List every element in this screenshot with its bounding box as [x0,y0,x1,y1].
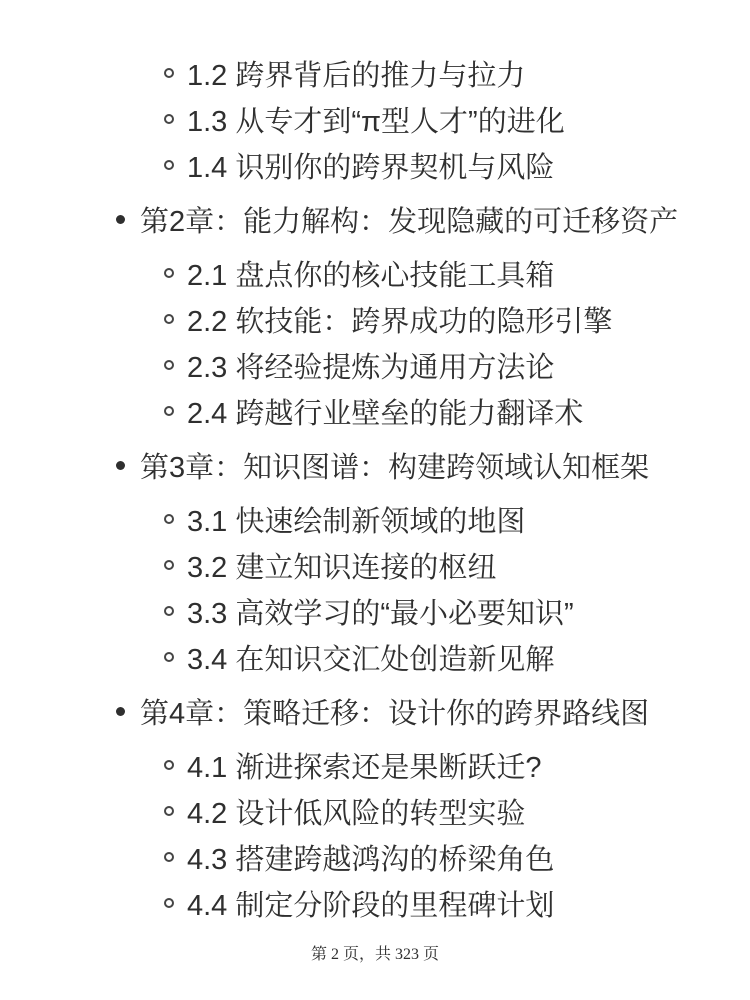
toc-item-label: 第4章：策略迁移：设计你的跨界路线图 [140,697,650,730]
toc-section-item [0,588,750,634]
table-of-contents [0,50,750,926]
toc-item-label: 第3章：知识图谱：构建跨领域认知框架 [140,451,650,484]
toc-item-label: 4.2 设计低风险的转型实验 [187,797,526,830]
hollow-bullet-icon [164,360,174,370]
toc-section-item [0,742,750,788]
toc-section-item [0,542,750,588]
toc-section-item [0,296,750,342]
toc-section-item [0,388,750,434]
toc-section-item [0,634,750,680]
toc-section-item [0,880,750,926]
toc-section-item [0,496,750,542]
hollow-bullet-icon [164,68,174,78]
filled-bullet-icon [116,707,125,716]
toc-item-label: 4.1 渐进探索还是果断跃迁? [187,751,542,784]
toc-item-label: 2.1 盘点你的核心技能工具箱 [187,259,555,292]
toc-section-item [0,788,750,834]
hollow-bullet-icon [164,606,174,616]
hollow-bullet-icon [164,806,174,816]
hollow-bullet-icon [164,898,174,908]
filled-bullet-icon [116,215,125,224]
toc-item-label: 第2章：能力解构：发现隐藏的可迁移资产 [140,205,679,238]
toc-section-item [0,96,750,142]
toc-item-label: 2.3 将经验提炼为通用方法论 [187,351,555,384]
toc-item-label: 3.3 高效学习的“最小必要知识” [187,597,574,630]
hollow-bullet-icon [164,852,174,862]
hollow-bullet-icon [164,160,174,170]
hollow-bullet-icon [164,314,174,324]
page-footer [0,942,750,968]
toc-section-item [0,142,750,188]
toc-chapter-item [0,688,750,734]
hollow-bullet-icon [164,406,174,416]
hollow-bullet-icon [164,560,174,570]
hollow-bullet-icon [164,114,174,124]
toc-section-item [0,250,750,296]
toc-section-item [0,342,750,388]
toc-item-label: 3.2 建立知识连接的枢纽 [187,551,497,584]
toc-item-label: 1.4 识别你的跨界契机与风险 [187,151,555,184]
toc-section-item [0,50,750,96]
toc-item-label: 1.2 跨界背后的推力与拉力 [187,59,526,92]
toc-item-label: 1.3 从专才到“π型人才”的进化 [187,105,565,138]
toc-item-label: 3.1 快速绘制新领域的地图 [187,505,526,538]
hollow-bullet-icon [164,760,174,770]
toc-section-item [0,834,750,880]
toc-item-label: 2.4 跨越行业壁垒的能力翻译术 [187,397,584,430]
toc-item-label: 3.4 在知识交汇处创造新见解 [187,643,555,676]
hollow-bullet-icon [164,514,174,524]
hollow-bullet-icon [164,652,174,662]
filled-bullet-icon [116,461,125,470]
toc-item-label: 4.3 搭建跨越鸿沟的桥梁角色 [187,843,555,876]
page-indicator: 第 2 页，共 323 页 [310,946,439,963]
toc-chapter-item [0,196,750,242]
toc-item-label: 2.2 软技能：跨界成功的隐形引擎 [187,305,613,338]
hollow-bullet-icon [164,268,174,278]
toc-chapter-item [0,442,750,488]
toc-item-label: 4.4 制定分阶段的里程碑计划 [187,889,555,922]
